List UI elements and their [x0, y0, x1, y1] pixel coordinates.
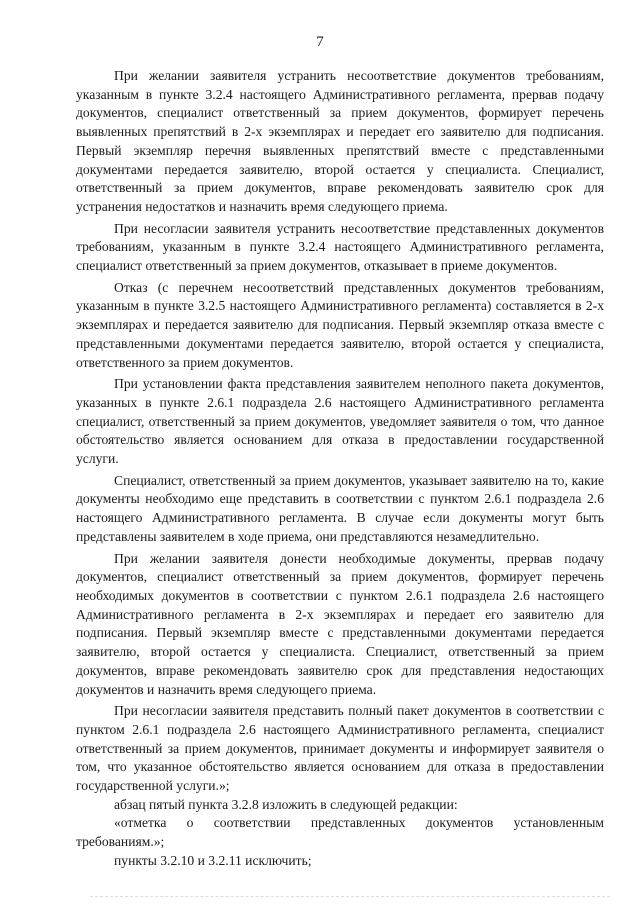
paragraph-8: абзац пятый пункта 3.2.8 изложить в следующей редакции:: [114, 796, 458, 812]
page-number: 7: [316, 34, 324, 50]
paragraph-4: При установлении факта представления заявителем неполного пакета документов, указанных в пункте 2.6.1 подраздела 2.6 настоящего Административного регламента специалист, ответственный за прием документов, уведомляет заявителя о том, что данное обстоятельство является основанием для отказа в предоставлении государственной услуги.: [76, 376, 604, 467]
paragraph-5: Специалист, ответственный за прием документов, указывает заявителю на то, какие документы необходимо еще представить в соответствии с пунктом 2.6.1 подраздела 2.6 настоящего Административного регламента. В случае если документы могут быть представлены заявителем в ходе приема, они представляются незамедлительно.: [76, 472, 604, 544]
paragraph-7: При несогласии заявителя представить полный пакет документов в соответствии с пунктом 2.6.1 подраздела 2.6 настоящего Административного регламента, специалист ответственный за прием документов, принимает документы и информирует заявителя о том, что указанное обстоятельство является основанием для отказа в предоставлении государственной услуги.»;: [76, 703, 604, 794]
paragraph-3: Отказ (с перечнем несоответствий представленных документов требованиям, указанным в пункте 3.2.5 настоящего Административного регламента) составляется в 2-х экземплярах и передается заявителю для подписания. Первый экземпляр отказа вместе с представленными документами передается заявителю, второй остается у специалиста, ответственного за прием документов.: [76, 279, 604, 370]
document-body: [76, 67, 604, 871]
paragraph-1: При желании заявителя устранить несоответствие документов требованиям, указанным в пункте 3.2.4 настоящего Административного регламента, прервав подачу документов, специалист ответственный за прием документов, формирует перечень выявленных препятствий в 2-х экземплярах и передает его заявителю для подписания. Первый экземпляр перечня выявленных препятствий вместе с представленными документами передается заявителю, второй остается у специалиста. Специалист, ответственный за прием документов, вправе рекомендовать заявителю срок для устранения недостатков и назначить время следующего приема.: [76, 68, 604, 214]
paragraph-6: При желании заявителя донести необходимые документы, прервав подачу документов, специалист ответственный за прием документов, формирует перечень необходимых документов в соответствии с пунктом 2.6.1 подраздела 2.6 настоящего Административного регламента в 2-х экземплярах и передает его заявителю для подписания. Первый экземпляр вместе с представленными документами передается заявителю, второй остается у специалиста. Специалист, ответственный за прием документов, вправе рекомендовать заявителю срок для представления недостающих документов и назначить время следующего приема.: [76, 550, 604, 697]
paragraph-2: При несогласии заявителя устранить несоответствие представленных документов требованиям, указанным в пункте 3.2.4 настоящего Административного регламента, специалист ответственный за прием документов, отказывает в приеме документов.: [76, 220, 604, 274]
paragraph-10: пункты 3.2.10 и 3.2.11 исключить;: [114, 852, 312, 868]
paragraph-9: «отметка о соответствии представленных документов установленным требованиям.»;: [76, 815, 604, 850]
scan-edge-artifact: [90, 896, 610, 899]
